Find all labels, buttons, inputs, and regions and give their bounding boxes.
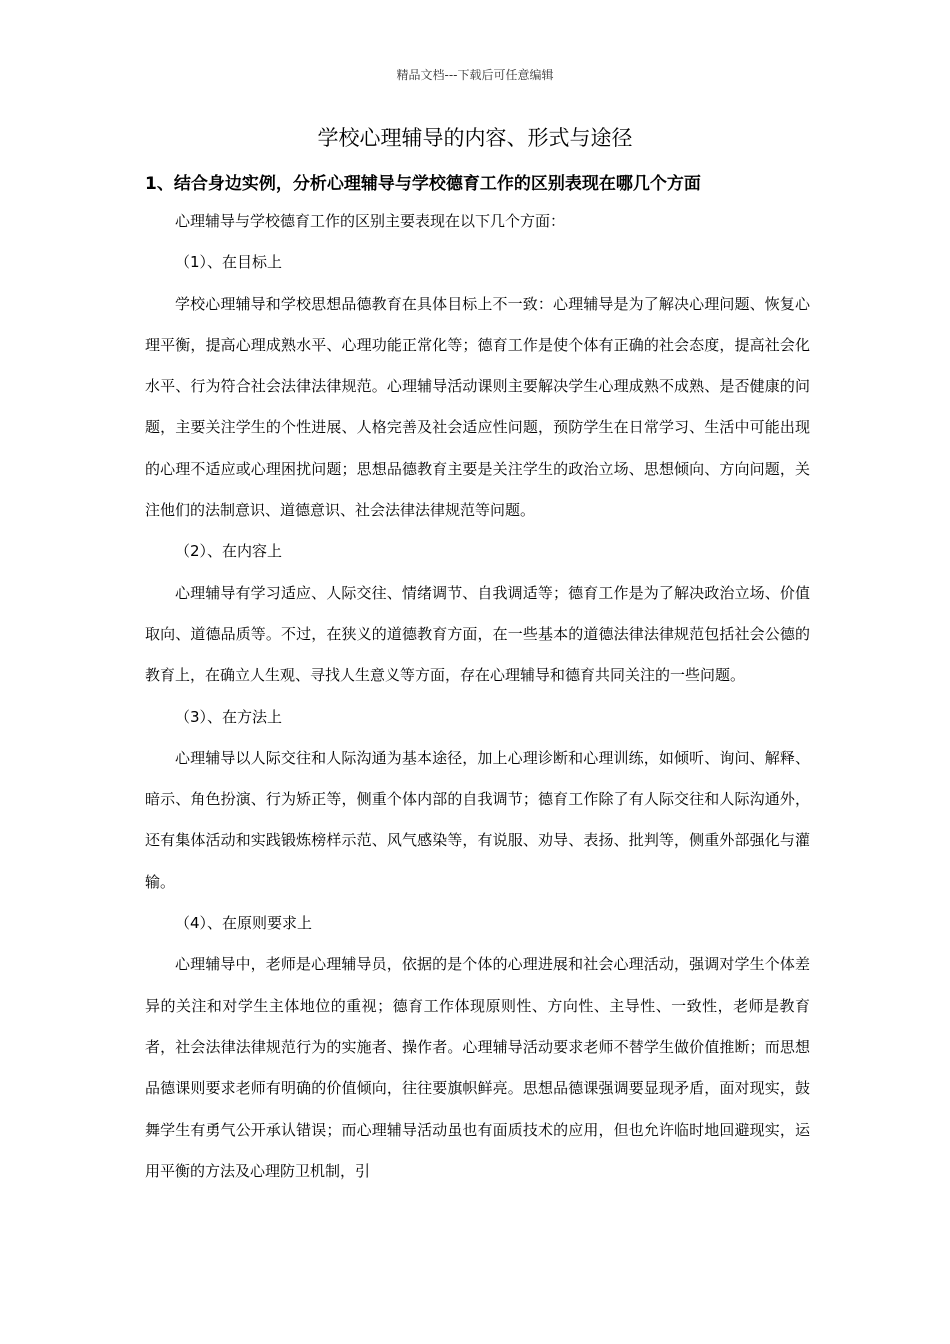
section-text-method: 心理辅导以人际交往和人际沟通为基本途径，加上心理诊断和心理训练，如倾听、询问、解释、暗示、角色扮演、行为矫正等，侧重个体内部的自我调节；德育工作除了有人际交往和人际沟通外，还有集体活动和实践锻炼榜样示范、风气感染等，有说服、劝导、表扬、批判等，侧重外部强化与灌输。 — [145, 748, 810, 891]
header-note: 精品文档---下载后可任意编辑 — [396, 68, 554, 82]
section-heading-content: （2）、在内容上 — [175, 542, 283, 561]
section-text-goal: 学校心理辅导和学校思想品德教育在具体目标上不一致：心理辅导是为了解决心理问题、恢复心理平衡，提高心理成熟水平、心理功能正常化等；德育工作是使个体有正确的社会态度，提高社会化水平、行为符合社会法律法律规范。心理辅导活动课则主要解决学生心理成熟不成熟、是否健康的问题，主要关注学生的个性进展、人格完善及社会适应性问题，预防学生在日常学习、生活中可能出现的心理不适应或心理困扰问题；思想品德教育主要是关注学生的政治立场、思想倾向、方向问题，关注他们的法制意识、道德意识、社会法律法律规范等问题。 — [145, 294, 810, 520]
section-text-principle: 心理辅导中，老师是心理辅导员，依据的是个体的心理进展和社会心理活动，强调对学生个体差异的关注和对学生主体地位的重视；德育工作体现原则性、方向性、主导性、一致性，老师是教育者，社会法律法律规范行为的实施者、操作者。心理辅导活动要求老师不替学生做价值推断；而思想品德课则要求老师有明确的价值倾向，往往要旗帜鲜亮。思想品德课强调要显现矛盾，面对现实，鼓舞学生有勇气公开承认错误；而心理辅导活动虽也有面质技术的应用，但也允许临时地回避现实，运用平衡的方法及心理防卫机制，引 — [145, 955, 810, 1180]
section-text-content: 心理辅导有学习适应、人际交往、情绪调节、自我调适等；德育工作是为了解决政治立场、价值取向、道德品质等。不过，在狭义的道德教育方面，在一些基本的道德法律法律规范包括社会公德的教育上，在确立人生观、寻找人生意义等方面，存在心理辅导和德育共同关注的一些问题。 — [145, 583, 810, 685]
section-heading-principle: （4）、在原则要求上 — [175, 914, 313, 933]
section-heading-method: （3）、在方法上 — [175, 707, 283, 726]
section-heading-goal: （1）、在目标上 — [175, 253, 283, 272]
document-body — [145, 201, 810, 1192]
intro-paragraph: 心理辅导与学校德育工作的区别主要表现在以下几个方面： — [175, 212, 566, 230]
document-title: 学校心理辅导的内容、形式与途径 — [317, 126, 633, 150]
question-heading: 1、结合身边实例，分析心理辅导与学校德育工作的区别表现在哪几个方面 — [145, 174, 701, 194]
